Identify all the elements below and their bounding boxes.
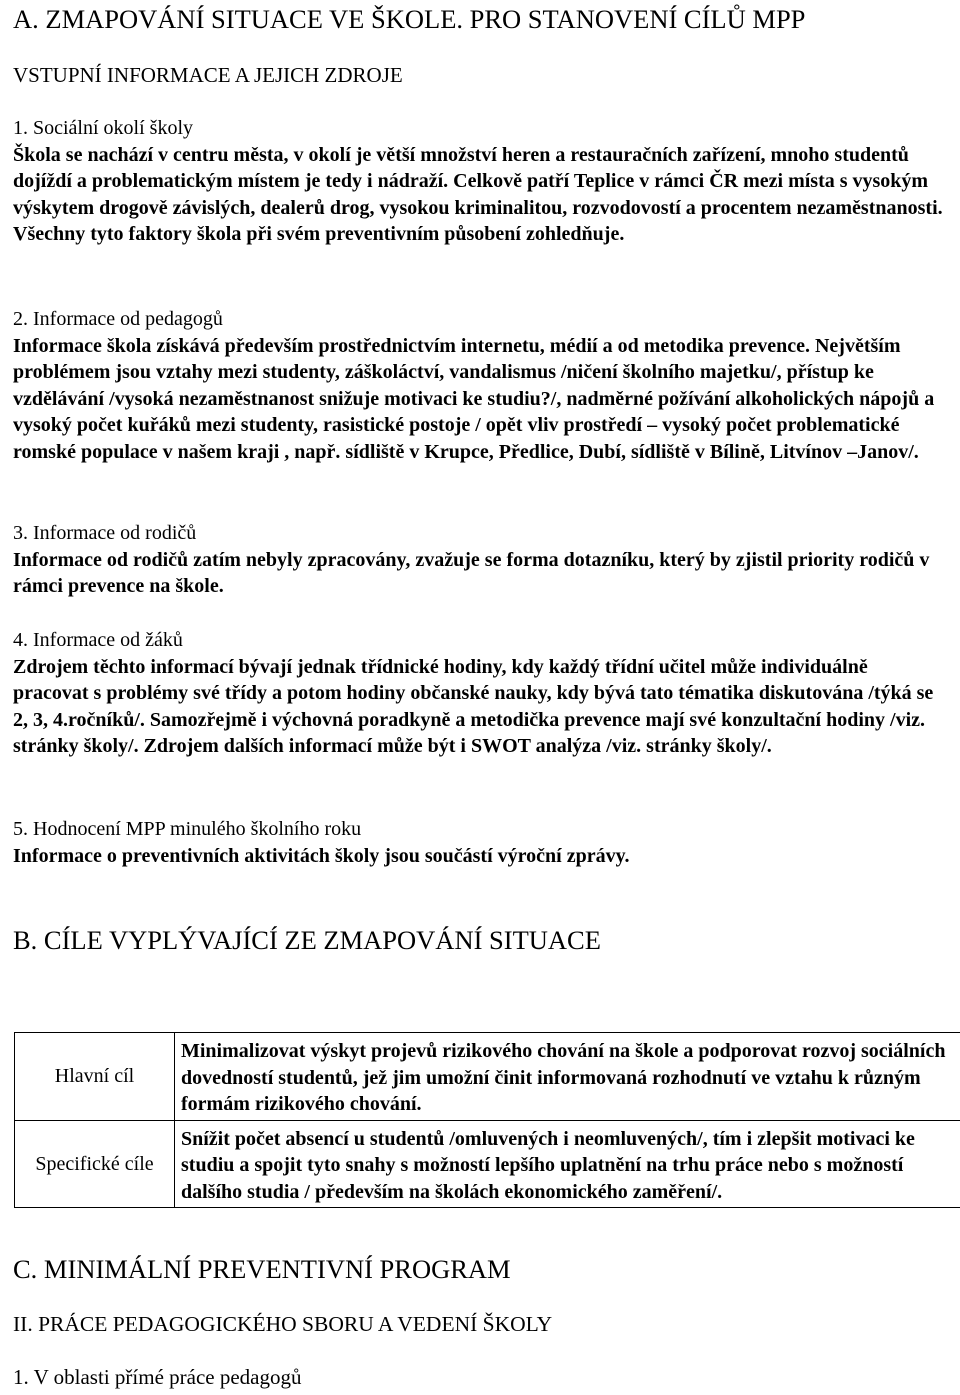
goal-label: Specifické cíle xyxy=(15,1120,175,1208)
section-a-subtitle: VSTUPNÍ INFORMACE A JEJICH ZDROJE xyxy=(13,63,403,87)
item-text: Informace o preventivních aktivitách školy jsou součástí výroční zprávy. xyxy=(13,844,630,867)
section-b-title: B. CÍLE VYPLÝVAJÍCÍ ZE ZMAPOVÁNÍ SITUACE xyxy=(13,925,601,955)
item-heading: 4. Informace od žáků xyxy=(13,629,183,651)
table-row xyxy=(15,1120,960,1208)
item-5 xyxy=(13,816,948,869)
item-heading: 2. Informace od pedagogů xyxy=(13,308,223,330)
item-heading: 1. Sociální okolí školy xyxy=(13,117,193,139)
item-text: Informace škola získává především prostřednictvím internetu, médií a od metodika prevence. Největším problémem jsou vztahy mezi studenty, záškoláctví, vandalismus /ničení školního majetku/, přístup ke vzdělávání /vysoká nezaměstnanost snižuje motivaci ke studiu?/, nadměrné požívání alkoholických nápojů a vysoký počet kuřáků mezi studenty, rasistické postoje / opět vliv prostředí – vysoký počet problematické romské populace v našem kraji , např. sídliště v Krupce, Předlice, Dubí, sídliště v Bílině, Litvínov –Janov/. xyxy=(13,334,935,463)
item-heading: 5. Hodnocení MPP minulého školního roku xyxy=(13,818,362,840)
item-4 xyxy=(13,627,948,760)
item-text: Škola se nachází v centru města, v okolí je větší množství heren a restauračních zařízení, mnoho studentů dojíždí a problematickým místem je tedy i nádraží. Celkově patří Teplice v rámci ČR mezi místa s vysokým výskytem drogově závislých, dealerů drog, vysokou kriminalitou, rozvodovostí a procentem nezaměstnanosti. Všechny tyto faktory škola při svém preventivním působení zohledňuje. xyxy=(13,143,943,245)
item-text: Informace od rodičů zatím nebyly zpracovány, zvažuje se forma dotazníku, který by zjistil priority rodičů v rámci prevence na škole. xyxy=(13,548,930,597)
goals-table xyxy=(14,1032,960,1208)
section-a-title: A. ZMAPOVÁNÍ SITUACE VE ŠKOLE. PRO STANOVENÍ CÍLŮ MPP xyxy=(13,4,806,34)
goal-text: Minimalizovat výskyt projevů rizikového chování na škole a podporovat rozvoj sociálních dovedností studentů, jež jim umožní činit informovaná rozhodnutí ve vztahu k různým formám rizikového chování. xyxy=(175,1033,960,1121)
table-row xyxy=(15,1033,960,1121)
goal-text: Snížit počet absencí u studentů /omluvených i neomluvených/, tím i zlepšit motivaci ke studiu a spojit tyto snahy s možností lepšího uplatnění na trhu práce nebo s možností dalšího studia / především na školách ekonomického zaměření/. xyxy=(175,1120,960,1208)
item-1 xyxy=(13,115,948,248)
item-heading: 3. Informace od rodičů xyxy=(13,522,197,544)
item-text: Zdrojem těchto informací bývají jednak třídnické hodiny, kdy každý třídní učitel může individuálně pracovat s problémy své třídy a potom hodiny občanské nauky, kdy bývá tato tématika diskutována /týká se 2, 3, 4.ročníků/. Samozřejmě i výchovná poradkyně a metodička prevence mají své konzultační hodiny /viz. stránky školy/. Zdrojem dalších informací může být i SWOT analýza /viz. stránky školy/. xyxy=(13,655,934,757)
item-3 xyxy=(13,520,948,600)
section-c-subtitle: II. PRÁCE PEDAGOGICKÉHO SBORU A VEDENÍ ŠKOLY xyxy=(13,1312,553,1336)
section-c-title: C. MINIMÁLNÍ PREVENTIVNÍ PROGRAM xyxy=(13,1254,511,1284)
goal-label: Hlavní cíl xyxy=(15,1033,175,1121)
item-2 xyxy=(13,306,948,465)
section-c-item: 1. V oblasti přímé práce pedagogů xyxy=(13,1365,302,1389)
